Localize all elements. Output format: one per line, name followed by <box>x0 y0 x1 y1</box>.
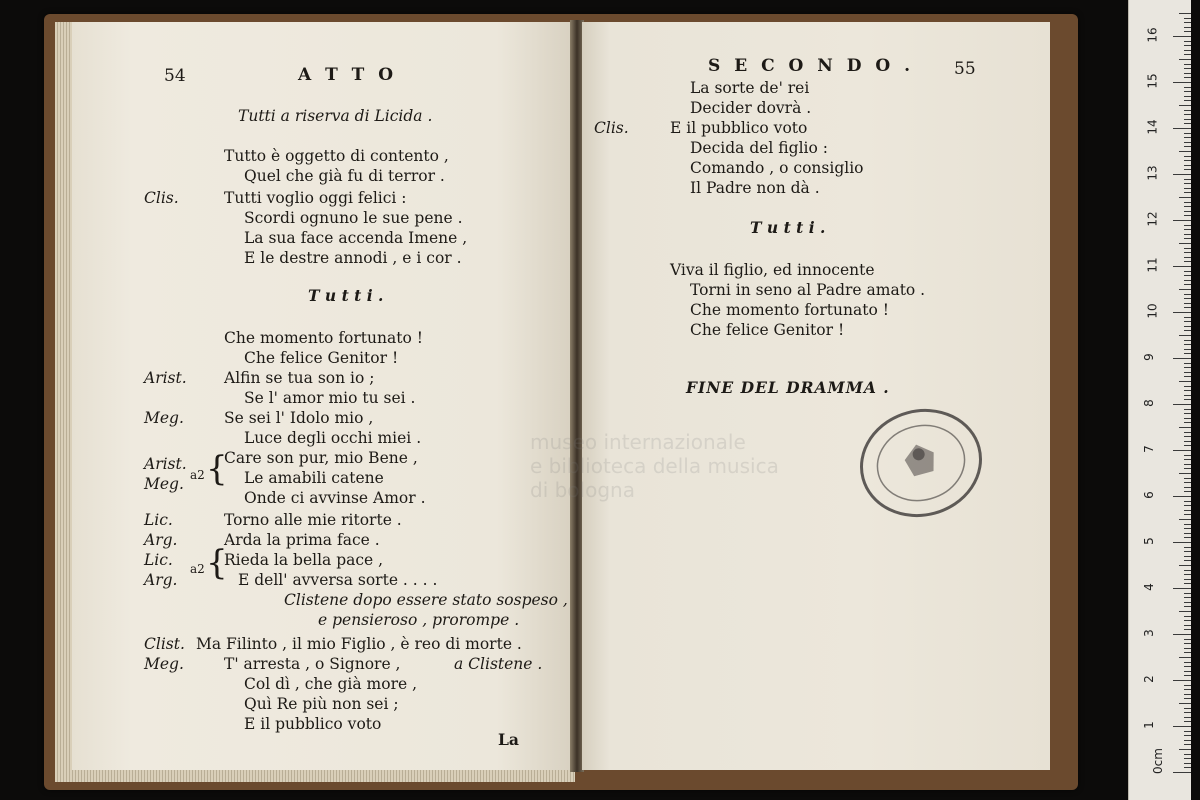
ruler-tick <box>1184 390 1191 391</box>
ruler-tick <box>1184 560 1191 561</box>
verse-line: Col dì , che già more , <box>244 675 418 693</box>
stage-direction: e pensieroso , prorompe . <box>318 611 520 629</box>
ruler-label: 14 <box>1145 119 1160 135</box>
verse-line: Decider dovrà . <box>690 99 812 117</box>
ruler-label: 11 <box>1145 257 1160 273</box>
ruler-tick <box>1184 694 1191 695</box>
ruler-tick <box>1184 652 1191 653</box>
ruler-tick <box>1173 542 1191 543</box>
ruler-tick <box>1184 639 1191 640</box>
ruler-tick <box>1173 358 1191 359</box>
verse-line: E il pubblico voto <box>244 715 382 733</box>
ruler-tick <box>1184 514 1191 515</box>
speaker-label: Clis. <box>144 189 179 207</box>
ruler-tick <box>1179 151 1191 152</box>
ruler-tick <box>1184 123 1191 124</box>
speaker-label: Meg. <box>144 475 184 493</box>
ruler-tick <box>1184 671 1191 672</box>
ruler-tick <box>1184 459 1191 460</box>
ruler-tick <box>1179 105 1191 106</box>
ruler-tick <box>1184 510 1191 511</box>
end-of-drama: FINE DEL DRAMMA . <box>686 378 890 397</box>
speaker-label: Arist. <box>144 369 187 387</box>
ruler-tick <box>1184 340 1191 341</box>
verse-line: Torni in seno al Padre amato . <box>690 281 926 299</box>
ruler-tick <box>1184 257 1191 258</box>
verse-line: Tutti voglio oggi felici : <box>224 189 407 207</box>
ruler-tick <box>1184 376 1191 377</box>
ruler-label: 4 <box>1141 583 1156 591</box>
ruler-tick <box>1173 772 1191 773</box>
ruler-tick <box>1184 238 1191 239</box>
ruler-tick <box>1184 183 1191 184</box>
ruler-tick <box>1184 551 1191 552</box>
ruler-label: 6 <box>1141 491 1156 499</box>
ruler-label: 0cm <box>1150 748 1165 774</box>
ruler-tick <box>1184 620 1191 621</box>
ruler-tick <box>1184 468 1191 469</box>
ruler-tick <box>1184 735 1191 736</box>
ruler-tick <box>1184 252 1191 253</box>
ruler-tick <box>1184 602 1191 603</box>
verse-line: Scordi ognuno le sue pene . <box>244 209 463 227</box>
ruler-tick <box>1184 574 1191 575</box>
ruler-tick <box>1184 326 1191 327</box>
stage-direction: a Clistene . <box>454 655 543 673</box>
ruler-tick <box>1173 404 1191 405</box>
ruler-tick <box>1184 317 1191 318</box>
verse-line: Che momento fortunato ! <box>224 329 423 347</box>
ruler-tick <box>1184 487 1191 488</box>
ruler-tick <box>1184 330 1191 331</box>
watermark-line: di bologna <box>530 478 635 502</box>
ruler-tick <box>1184 606 1191 607</box>
verse-line: T' arresta , o Signore , <box>224 655 401 673</box>
ruler-tick <box>1184 763 1191 764</box>
ruler-tick <box>1184 73 1191 74</box>
verse-line: Decida del figlio : <box>690 139 828 157</box>
running-head: A T T O <box>298 65 398 85</box>
ruler-tick <box>1173 36 1191 37</box>
ruler-tick <box>1173 496 1191 497</box>
ruler-tick <box>1173 174 1191 175</box>
verse-line: Torno alle mie ritorte . <box>224 511 402 529</box>
speaker-label: Clist. <box>144 635 185 653</box>
ruler-tick <box>1179 59 1191 60</box>
verse-line: Tutto è oggetto di contento , <box>224 147 449 165</box>
brace-symbol: { <box>206 449 228 489</box>
ruler-tick <box>1184 275 1191 276</box>
ruler-tick <box>1184 445 1191 446</box>
verse-line: Luce degli occhi miei . <box>244 429 422 447</box>
ruler-tick <box>1184 478 1191 479</box>
stage-direction: Tutti a riserva di Licida . <box>238 107 433 125</box>
ruler-tick <box>1184 18 1191 19</box>
ruler-tick <box>1184 110 1191 111</box>
ruler-tick <box>1184 767 1191 768</box>
page-number: 55 <box>954 59 976 79</box>
museum-watermark <box>530 430 779 502</box>
ruler-tick <box>1184 96 1191 97</box>
ruler-tick <box>1184 298 1191 299</box>
ruler-tick <box>1184 119 1191 120</box>
ruler-tick <box>1173 266 1191 267</box>
ruler-tick <box>1184 169 1191 170</box>
ruler-tick <box>1179 381 1191 382</box>
ruler-tick <box>1173 220 1191 221</box>
ruler-tick <box>1184 22 1191 23</box>
running-head: S E C O N D O . <box>708 56 915 76</box>
speaker-label: Lic. <box>144 511 173 529</box>
verse-line: Care son pur, mio Bene , <box>224 449 418 467</box>
ruler-tick <box>1173 588 1191 589</box>
ruler-tick <box>1184 662 1191 663</box>
ruler-tick <box>1184 50 1191 51</box>
verse-line: Viva il figlio, ed innocente <box>670 261 875 279</box>
watermark-line: museo internazionale <box>530 430 746 454</box>
ruler-label: 1 <box>1141 721 1156 729</box>
ruler-tick <box>1184 708 1191 709</box>
ruler-tick <box>1184 206 1191 207</box>
verse-line: Rieda la bella pace , <box>224 551 384 569</box>
ruler-tick <box>1184 629 1191 630</box>
right-page <box>582 22 1050 770</box>
ruler-tick <box>1184 464 1191 465</box>
ruler-tick <box>1184 528 1191 529</box>
ruler-tick <box>1184 740 1191 741</box>
ruler-tick <box>1184 284 1191 285</box>
ruler-tick <box>1184 142 1191 143</box>
ruler-tick <box>1173 82 1191 83</box>
ruler-tick <box>1184 744 1191 745</box>
speaker-label: Arg. <box>144 531 178 549</box>
ruler-tick <box>1184 294 1191 295</box>
verse-line: E il pubblico voto <box>670 119 808 137</box>
ruler-tick <box>1179 703 1191 704</box>
watermark-line: e biblioteca della musica <box>530 454 779 478</box>
ruler-tick <box>1184 570 1191 571</box>
ruler-tick <box>1184 395 1191 396</box>
ruler-tick <box>1184 45 1191 46</box>
ruler-tick <box>1184 482 1191 483</box>
ruler-tick <box>1184 712 1191 713</box>
ruler-tick <box>1184 413 1191 414</box>
ruler-tick <box>1184 91 1191 92</box>
ruler-tick <box>1179 611 1191 612</box>
verse-line: Le amabili catene <box>244 469 384 487</box>
ruler-tick <box>1184 54 1191 55</box>
tutti-heading: T u t t i . <box>750 218 826 237</box>
verse-line: Che felice Genitor ! <box>690 321 845 339</box>
ruler-tick <box>1184 31 1191 32</box>
ruler-tick <box>1184 87 1191 88</box>
ruler-label: 8 <box>1141 399 1156 407</box>
ruler-tick <box>1184 271 1191 272</box>
ruler-tick <box>1184 261 1191 262</box>
ruler-tick <box>1184 64 1191 65</box>
ruler-label: 12 <box>1145 211 1160 227</box>
ruler-tick <box>1184 643 1191 644</box>
ruler-tick <box>1184 441 1191 442</box>
verse-line: Quel che già fu di terror . <box>244 167 445 185</box>
ruler-tick <box>1184 689 1191 690</box>
ruler-tick <box>1184 616 1191 617</box>
ruler-tick <box>1184 133 1191 134</box>
ruler-tick <box>1173 312 1191 313</box>
ruler-tick <box>1184 363 1191 364</box>
ruler-tick <box>1184 698 1191 699</box>
ruler-tick <box>1184 731 1191 732</box>
ruler-tick <box>1184 685 1191 686</box>
ruler-tick <box>1184 188 1191 189</box>
verse-line: La sua face accenda Imene , <box>244 229 468 247</box>
ruler-tick <box>1184 597 1191 598</box>
ruler-tick <box>1173 634 1191 635</box>
ruler-tick <box>1184 137 1191 138</box>
ruler-tick <box>1184 386 1191 387</box>
ruler-tick <box>1184 409 1191 410</box>
ruler-label: 10 <box>1145 303 1160 319</box>
ruler-tick <box>1184 27 1191 28</box>
ruler-tick <box>1184 666 1191 667</box>
verse-line: E dell' avversa sorte . . . . <box>238 571 438 589</box>
verse-line: Che felice Genitor ! <box>244 349 399 367</box>
speaker-label: Meg. <box>144 655 184 673</box>
verse-line: E le destre annodi , e i cor . <box>244 249 462 267</box>
speaker-label: Arg. <box>144 571 178 589</box>
ruler-tick <box>1179 13 1191 14</box>
verse-line: Arda la prima face . <box>224 531 380 549</box>
ruler-tick <box>1184 533 1191 534</box>
ruler-tick <box>1184 501 1191 502</box>
verse-line: Comando , o consiglio <box>690 159 864 177</box>
ruler-tick <box>1184 399 1191 400</box>
ruler-tick <box>1184 537 1191 538</box>
measuring-ruler <box>1128 0 1191 800</box>
ruler-tick <box>1184 179 1191 180</box>
ruler-tick <box>1184 758 1191 759</box>
ruler-label: 13 <box>1145 165 1160 181</box>
stage-direction: Clistene dopo essere stato sospeso , <box>284 591 568 609</box>
ruler-tick <box>1184 455 1191 456</box>
ruler-tick <box>1184 436 1191 437</box>
ruler-label: 3 <box>1141 629 1156 637</box>
ruler-tick <box>1184 165 1191 166</box>
ruler-tick <box>1184 491 1191 492</box>
ruler-tick <box>1179 427 1191 428</box>
ruler-tick <box>1184 349 1191 350</box>
ruler-tick <box>1184 353 1191 354</box>
ruler-tick <box>1184 77 1191 78</box>
brace-symbol: { <box>206 543 228 583</box>
verse-line: Ma Filinto , il mio Figlio , è reo di morte . <box>196 635 522 653</box>
ruler-tick <box>1173 450 1191 451</box>
page-number: 54 <box>164 66 186 86</box>
ruler-tick <box>1184 579 1191 580</box>
catchword: La <box>498 730 519 749</box>
ruler-tick <box>1184 146 1191 147</box>
a2-label: a2 <box>190 562 205 576</box>
ruler-tick <box>1184 100 1191 101</box>
tutti-heading: T u t t i . <box>308 286 384 305</box>
speaker-label: Lic. <box>144 551 173 569</box>
ruler-label: 5 <box>1141 537 1156 545</box>
ruler-tick <box>1179 565 1191 566</box>
ruler-tick <box>1173 726 1191 727</box>
speaker-label: Arist. <box>144 455 187 473</box>
ruler-tick <box>1179 749 1191 750</box>
ruler-tick <box>1184 114 1191 115</box>
ruler-tick <box>1179 473 1191 474</box>
ruler-tick <box>1179 289 1191 290</box>
ruler-tick <box>1184 225 1191 226</box>
ruler-tick <box>1184 505 1191 506</box>
ruler-tick <box>1184 321 1191 322</box>
ruler-tick <box>1184 432 1191 433</box>
ruler-tick <box>1184 754 1191 755</box>
ruler-tick <box>1173 128 1191 129</box>
ruler-tick <box>1184 367 1191 368</box>
ruler-tick <box>1179 335 1191 336</box>
ruler-tick <box>1184 717 1191 718</box>
speaker-label: Clis. <box>594 119 629 137</box>
ruler-tick <box>1184 248 1191 249</box>
ruler-label: 2 <box>1141 675 1156 683</box>
ruler-label: 7 <box>1141 445 1156 453</box>
ruler-tick <box>1179 197 1191 198</box>
verse-line: Quì Re più non sei ; <box>244 695 399 713</box>
ruler-label: 16 <box>1145 27 1160 43</box>
ruler-tick <box>1184 68 1191 69</box>
ruler-tick <box>1179 243 1191 244</box>
ruler-tick <box>1184 211 1191 212</box>
ruler-tick <box>1184 160 1191 161</box>
ruler-label: 9 <box>1141 353 1156 361</box>
a2-label: a2 <box>190 468 205 482</box>
ruler-tick <box>1184 721 1191 722</box>
ruler-tick <box>1184 215 1191 216</box>
ruler-tick <box>1184 372 1191 373</box>
ruler-tick <box>1184 675 1191 676</box>
ruler-tick <box>1184 547 1191 548</box>
verse-line: Il Padre non dà . <box>690 179 820 197</box>
ruler-tick <box>1184 192 1191 193</box>
ruler-tick <box>1184 229 1191 230</box>
ruler-tick <box>1184 556 1191 557</box>
ruler-tick <box>1184 280 1191 281</box>
ruler-tick <box>1184 156 1191 157</box>
ruler-tick <box>1184 593 1191 594</box>
verse-line: Onde ci avvinse Amor . <box>244 489 426 507</box>
ruler-tick <box>1184 202 1191 203</box>
ruler-tick <box>1184 41 1191 42</box>
ruler-tick <box>1179 657 1191 658</box>
verse-line: Se l' amor mio tu sei . <box>244 389 416 407</box>
ruler-tick <box>1184 524 1191 525</box>
verse-line: Alfin se tua son io ; <box>224 369 375 387</box>
left-page <box>72 22 572 770</box>
verse-line: La sorte de' rei <box>690 79 810 97</box>
verse-line: Che momento fortunato ! <box>690 301 889 319</box>
ruler-tick <box>1184 583 1191 584</box>
ruler-tick <box>1184 648 1191 649</box>
ruler-tick <box>1184 303 1191 304</box>
ruler-tick <box>1184 418 1191 419</box>
ruler-tick <box>1184 234 1191 235</box>
ruler-tick <box>1184 625 1191 626</box>
verse-line: Se sei l' Idolo mio , <box>224 409 374 427</box>
ruler-tick <box>1173 680 1191 681</box>
ruler-tick <box>1184 307 1191 308</box>
ruler-tick <box>1179 519 1191 520</box>
speaker-label: Meg. <box>144 409 184 427</box>
ruler-label: 15 <box>1145 73 1160 89</box>
ruler-tick <box>1184 422 1191 423</box>
ruler-tick <box>1184 344 1191 345</box>
